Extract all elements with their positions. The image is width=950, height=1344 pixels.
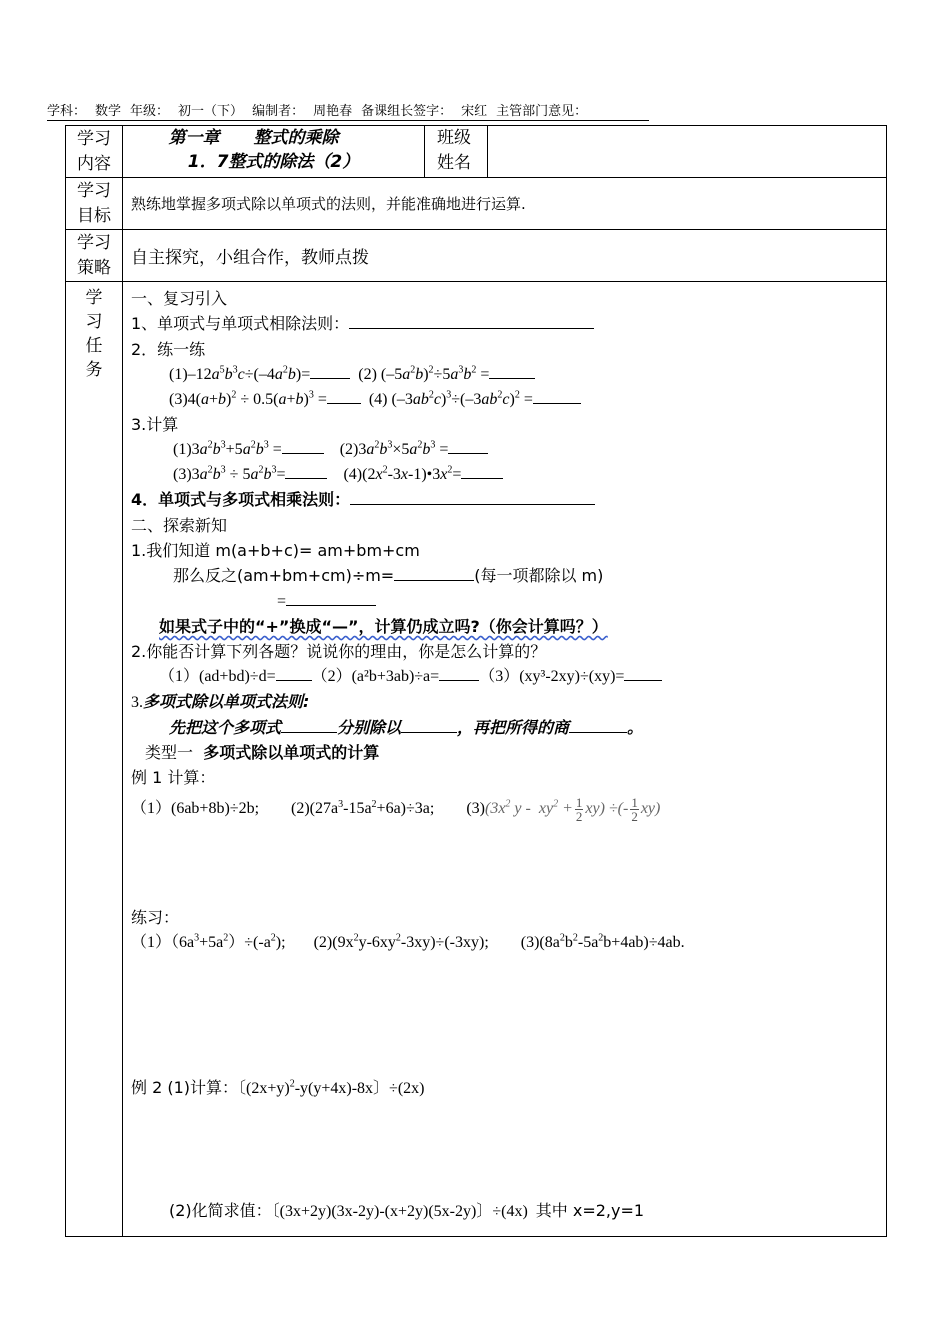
practice-row-1: $(1)-12a^5b^3c\div(-4a^2b)= (2) (-5a^2b)^2\div 5a^3b^2$ =	[131, 362, 886, 387]
explore-q1-result: =	[131, 589, 886, 614]
class-name-field[interactable]	[488, 126, 887, 178]
review-heading: 一、复习引入	[131, 289, 228, 308]
practice-items: $(1)(6a^3+5a^2)\div(-a^2)$; $(2)(9x^2y-6xy^2-3xy)\div(-3xy)$; $(3)(8a^2b^2-5a^2b+4ab)\div 4ab$.	[131, 932, 685, 951]
work-space-1[interactable]	[131, 823, 886, 905]
review-q2: 2．练一练	[131, 340, 206, 359]
row-task	[66, 282, 887, 1237]
review-q3: 3.计算	[131, 415, 179, 434]
example-1-heading: 例 1 计算：	[131, 768, 216, 787]
explore-q2: 2.你能否计算下列各题？说说你的理由，你是怎么计算的？	[131, 642, 547, 661]
explore-heading: 二、探索新知	[131, 516, 228, 535]
task-content	[123, 282, 887, 1237]
explore-q1: 1.我们知道 m(a+b+c)= am+bm+cm	[131, 541, 420, 560]
explore-q1-reverse: 那么反之(am+bm+cm)÷m= (每一项都除以 m)	[173, 566, 604, 585]
label-strategy: 学习 策略	[66, 230, 123, 282]
calc-row-1: $(1)3a^2b^3+5a^2b^3$ = $(2)3a^2b^3\times 5a^2b^3$ =	[131, 437, 886, 462]
worksheet-table	[65, 125, 887, 1237]
work-space-2[interactable]	[131, 955, 886, 1075]
grade: 初一（下）	[178, 103, 244, 118]
row-strategy	[66, 230, 887, 282]
practice-heading: 练习：	[131, 908, 180, 927]
division-rule: 先把这个多项式 分别除以 ，再把所得的商 。	[169, 718, 644, 737]
strategy-text: 自主探究，小组合作，教师点拨	[123, 230, 887, 282]
grade-label: 年级：	[130, 103, 170, 118]
explore-q3: 3.多项式除以单项式法则:	[131, 692, 310, 711]
explore-q2-items: （1）(ad+bd)÷d= （2）(a²b+3ab)÷a= （3）(xy³-2xy)÷(xy)=	[131, 664, 886, 689]
goal-text: 熟练地掌握多项式除以单项式的法则，并能准确地进行运算.	[123, 178, 887, 230]
example-1-items: （1）(6ab+8b)÷2b; $(2)(27a^3-15a^2+6a)\div 3a$; $(3)(3x^2$ y - $xy^2$ + $\frac{1}{2}$ xy) ÷(- $\frac{1}{2}$ xy)	[131, 795, 661, 824]
subject: 数学	[95, 103, 122, 118]
example-2-part-1: 例 2 (1)计算：〔$(2x+y)^2-y(y+4x)-8x$〕÷(2x)	[131, 1078, 425, 1097]
editor: 周艳春	[313, 103, 353, 118]
header-info	[47, 103, 649, 121]
subject-label: 学科：	[47, 103, 87, 118]
answer-blank[interactable]	[349, 312, 594, 329]
review-q1: 1、单项式与单项式相除法则：	[131, 311, 886, 337]
leader: 宋红	[461, 103, 488, 118]
row-goal	[66, 178, 887, 230]
label-content: 学习 内容	[66, 126, 123, 178]
chapter-title: 第一章 整式的乘除	[168, 128, 339, 148]
explore-question: 如果式子中的“+”换成“—”，计算仍成立吗?（你会计算吗？）	[159, 617, 608, 636]
type-one-heading: 类型一 多项式除以单项式的计算	[145, 743, 380, 762]
leader-label: 备课组长签字：	[361, 103, 453, 118]
answer-blank[interactable]	[350, 488, 595, 505]
dept-label: 主管部门意见：	[496, 103, 588, 118]
example-2-part-2: (2)化简求值：〔(3x+2y)(3x-2y)-(x+2y)(5x-2y)〕÷(4x) 其中 x=2,y=1	[169, 1201, 645, 1220]
section-title: 1．7整式的除法（2）	[187, 152, 360, 172]
lesson-title	[123, 126, 425, 178]
class-name-label: 班级 姓名	[425, 126, 488, 178]
label-goal: 学习 目标	[66, 178, 123, 230]
editor-label: 编制者：	[252, 103, 305, 118]
calc-row-2: $(3)3a^2b^3 \div 5a^2b^3=$ $(4)(2x^2-3x-1)•3x^2=$	[131, 462, 886, 487]
practice-row-2: $(3)4(a+b)^2 \div 0.5(a+b)^3 = (4) (-3ab^2c)^3\div(-3ab^2c)^2$ =	[131, 387, 886, 412]
review-q4: 4．单项式与多项式相乘法则：	[131, 487, 886, 513]
row-content	[66, 126, 887, 178]
label-task: 学 习 任 务	[66, 282, 123, 1237]
work-space-3[interactable]	[131, 1101, 886, 1198]
